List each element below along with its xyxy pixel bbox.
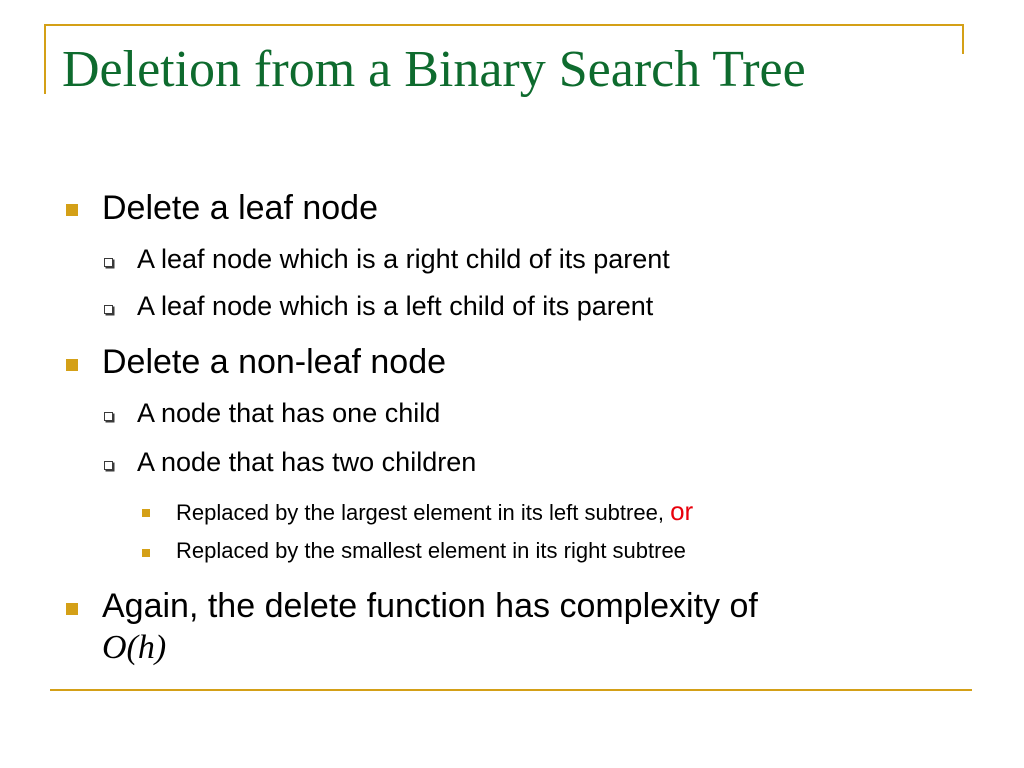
slide-title: Deletion from a Binary Search Tree: [62, 41, 806, 98]
small-square-bullet-icon: [142, 509, 150, 517]
small-square-bullet-icon: [142, 549, 150, 557]
hollow-square-bullet-icon: [104, 412, 113, 421]
hollow-square-bullet-icon: [104, 461, 113, 470]
sub-item-1-2: A leaf node which is a left child of its parent: [137, 291, 654, 321]
or-highlight: or: [670, 496, 694, 526]
square-bullet-icon: [66, 359, 78, 371]
sub-item-2-2: A node that has two children: [137, 447, 477, 477]
bullet-item-3: Again, the delete function has complexity of: [102, 587, 758, 625]
bullet-item-2: Delete a non-leaf node: [102, 343, 447, 381]
square-bullet-icon: [66, 204, 78, 216]
sub-sub-item-1: [176, 497, 693, 527]
sub-sub-item-2: Replaced by the smallest element in its right subtree: [176, 538, 686, 563]
bullet-item-1: Delete a leaf node: [102, 189, 378, 227]
complexity-formula: O(h): [102, 629, 167, 666]
square-bullet-icon: [66, 603, 78, 615]
hollow-square-bullet-icon: [104, 305, 113, 314]
hollow-square-bullet-icon: [104, 258, 113, 267]
sub-sub-item-1-text: Replaced by the largest element in its left subtree,: [176, 500, 664, 525]
footer-rule: [50, 689, 972, 691]
sub-item-1-1: A leaf node which is a right child of its parent: [137, 244, 670, 274]
sub-item-2-1: A node that has one child: [137, 398, 441, 428]
